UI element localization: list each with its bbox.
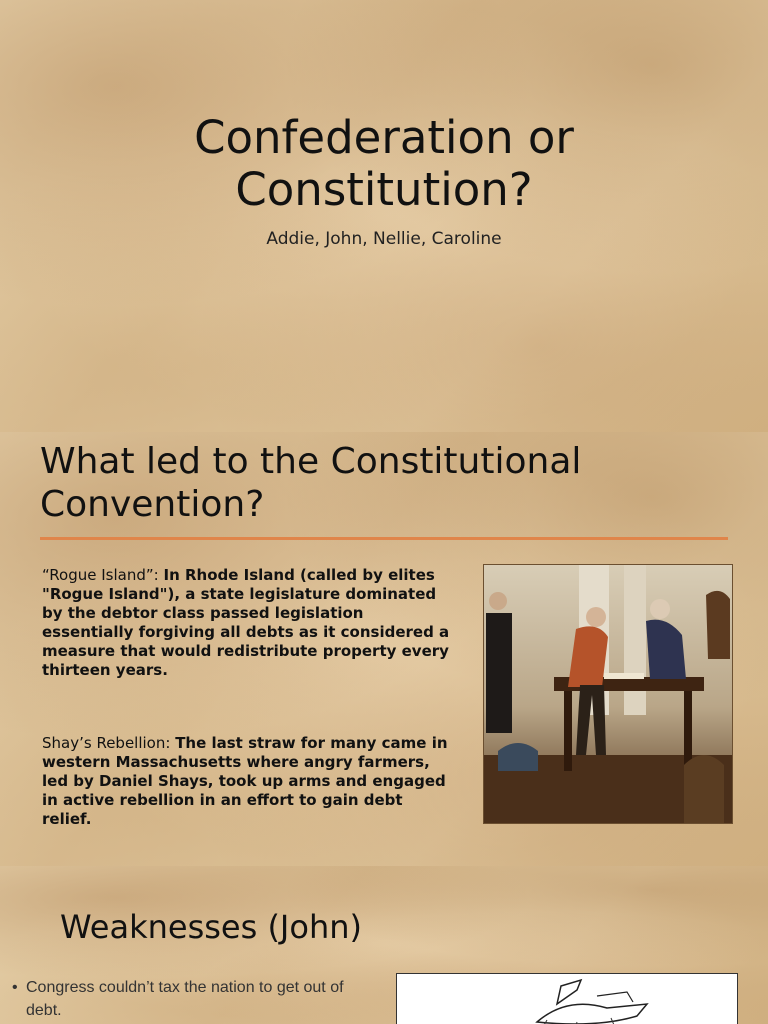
- list-item: [12, 976, 382, 1022]
- paragraph-lead: “Rogue Island”:: [42, 566, 164, 584]
- paragraph-shays-rebellion: [42, 734, 454, 829]
- paragraph-rogue-island: [42, 566, 454, 680]
- paragraph-body: The last straw for many came in western Massachusetts where angry farmers, led by Daniel Shays, took up arms and engaged in active rebellion in an effort to gain debt relief.: [42, 734, 448, 828]
- slide-title-line-2: Constitution?: [235, 163, 533, 216]
- paragraph-lead: Shay’s Rebellion:: [42, 734, 176, 752]
- bullet-text: Congress couldn’t tax the nation to get out of debt.: [26, 979, 344, 1019]
- political-cartoon-image: [396, 973, 738, 1024]
- title-divider: [40, 537, 728, 540]
- slide-authors: Addie, John, Nellie, Caroline: [266, 229, 502, 249]
- slide-title: [60, 112, 708, 216]
- content-slide-causes: [0, 432, 768, 866]
- content-slide-weaknesses: [0, 866, 768, 1024]
- constitutional-convention-painting: [483, 564, 733, 824]
- slide-title-line-1: What led to the Constitutional: [40, 441, 582, 482]
- bullet-marker: •: [12, 979, 18, 996]
- slide-title-line-2: Convention?: [40, 484, 265, 525]
- paragraph-body: In Rhode Island (called by elites "Rogue Island"), a state legislature dominated by the debtor class passed legislation essentially forgiving all debts as it considered a measure that would redistribute property every thirteen years.: [42, 566, 450, 679]
- slide-title: [40, 440, 720, 526]
- slide-title-line-1: Confederation or: [194, 111, 574, 164]
- bullet-list: [12, 976, 382, 1022]
- title-slide: [0, 0, 768, 432]
- slide-title: Weaknesses (John): [60, 908, 362, 946]
